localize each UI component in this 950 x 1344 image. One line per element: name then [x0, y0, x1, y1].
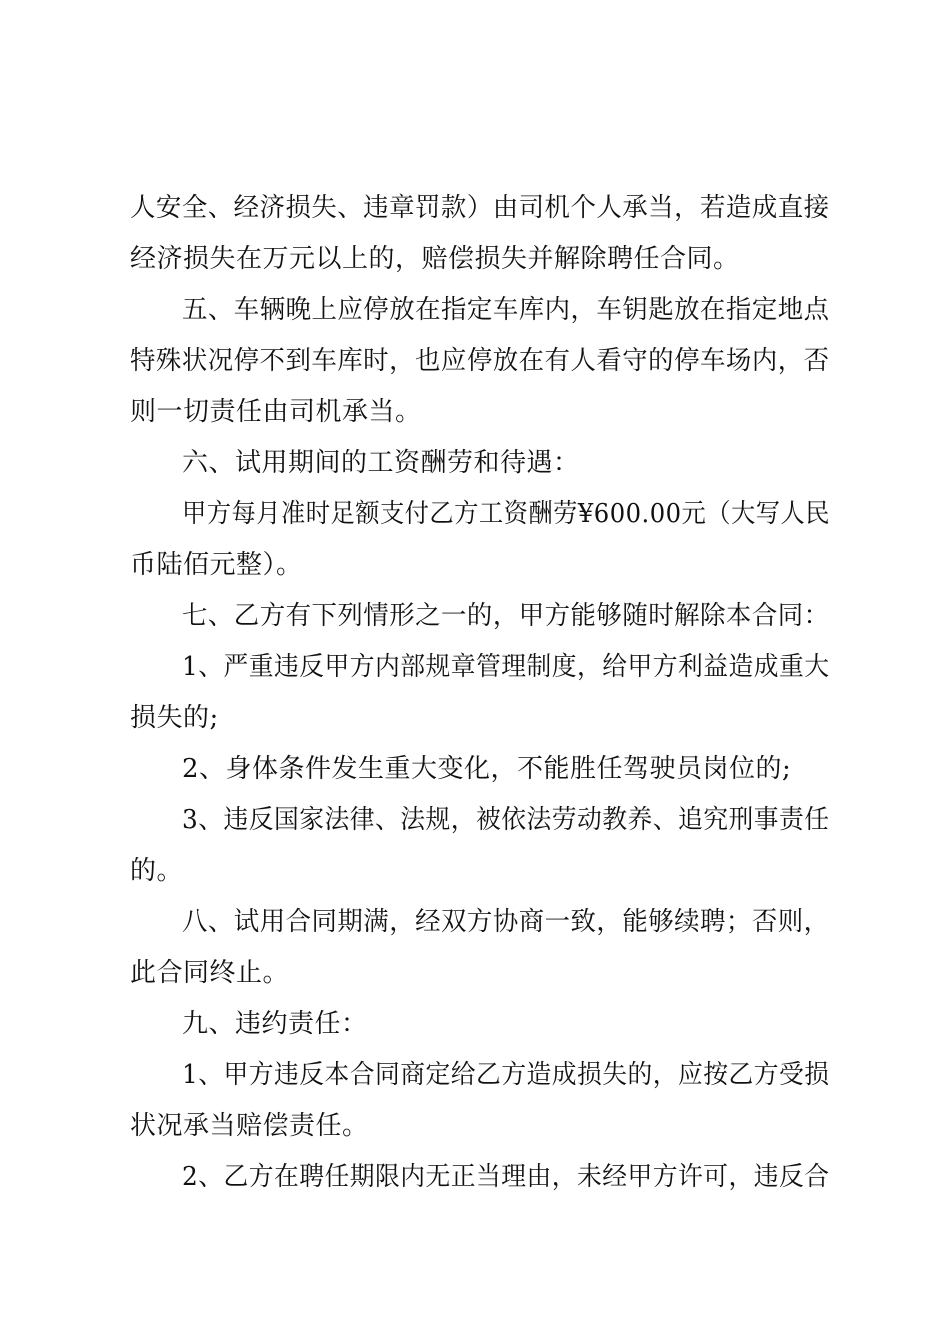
paragraph-7-item-1: [130, 642, 830, 744]
text-line: 币陆佰元整）。: [130, 550, 303, 580]
text-line: 2、乙方在聘任期限内无正当理由，未经甲方许可，违反合: [181, 1162, 830, 1192]
text-line: 1、严重违反甲方内部规章管理制度，给甲方利益造成重大: [181, 652, 830, 682]
paragraph-9-item-1: [130, 1050, 830, 1152]
text-line: 经济损失在万元以上的，赔偿损失并解除聘任合同。: [130, 244, 740, 274]
paragraph-7-item-3: [130, 795, 830, 897]
text-line: 八、试用合同期满，经双方协商一致，能够续聘；否则，: [182, 907, 830, 937]
text-line: 人安全、经济损失、违章罚款）由司机个人承当，若造成直接: [130, 193, 830, 223]
text-line: 六、试用期间的工资酬劳和待遇：: [182, 448, 580, 478]
text-line: 3、违反国家法律、法规，被依法劳动教养、追究刑事责任: [181, 805, 830, 835]
paragraph-1: [130, 183, 830, 285]
text-line: 七、乙方有下列情形之一的，甲方能够随时解除本合同：: [182, 601, 830, 631]
text-line: 甲方每月准时足额支付乙方工资酬劳¥600.00元（大写人民: [181, 499, 831, 529]
paragraph-6-salary: [130, 489, 830, 591]
text-line: 特殊状况停不到车库时，也应停放在有人看守的停车场内，否: [130, 346, 830, 376]
text-line: 五、车辆晚上应停放在指定车库内，车钥匙放在指定地点: [182, 295, 830, 325]
text-line: 九、违约责任：: [182, 1009, 368, 1039]
text-line: 状况承当赔偿责任。: [130, 1111, 369, 1141]
paragraph-5-vehicle-parking: [130, 285, 830, 438]
text-line: 1、甲方违反本合同商定给乙方造成损失的，应按乙方受损: [181, 1060, 830, 1090]
paragraph-9-heading: [130, 999, 830, 1050]
text-line: 的。: [130, 856, 184, 886]
text-line: 2、身体条件发生重大变化，不能胜任驾驶员岗位的;: [182, 754, 792, 784]
text-line: 则一切责任由司机承当。: [130, 397, 422, 427]
paragraph-8-contract-end: [130, 897, 830, 999]
text-line: 损失的;: [130, 703, 219, 733]
paragraph-9-item-2: [130, 1152, 830, 1203]
document-body: [130, 183, 830, 1203]
paragraph-7-item-2: [130, 744, 830, 795]
text-line: 此合同终止。: [130, 958, 290, 988]
paragraph-6-heading: [130, 438, 830, 489]
paragraph-7-heading: [130, 591, 830, 642]
